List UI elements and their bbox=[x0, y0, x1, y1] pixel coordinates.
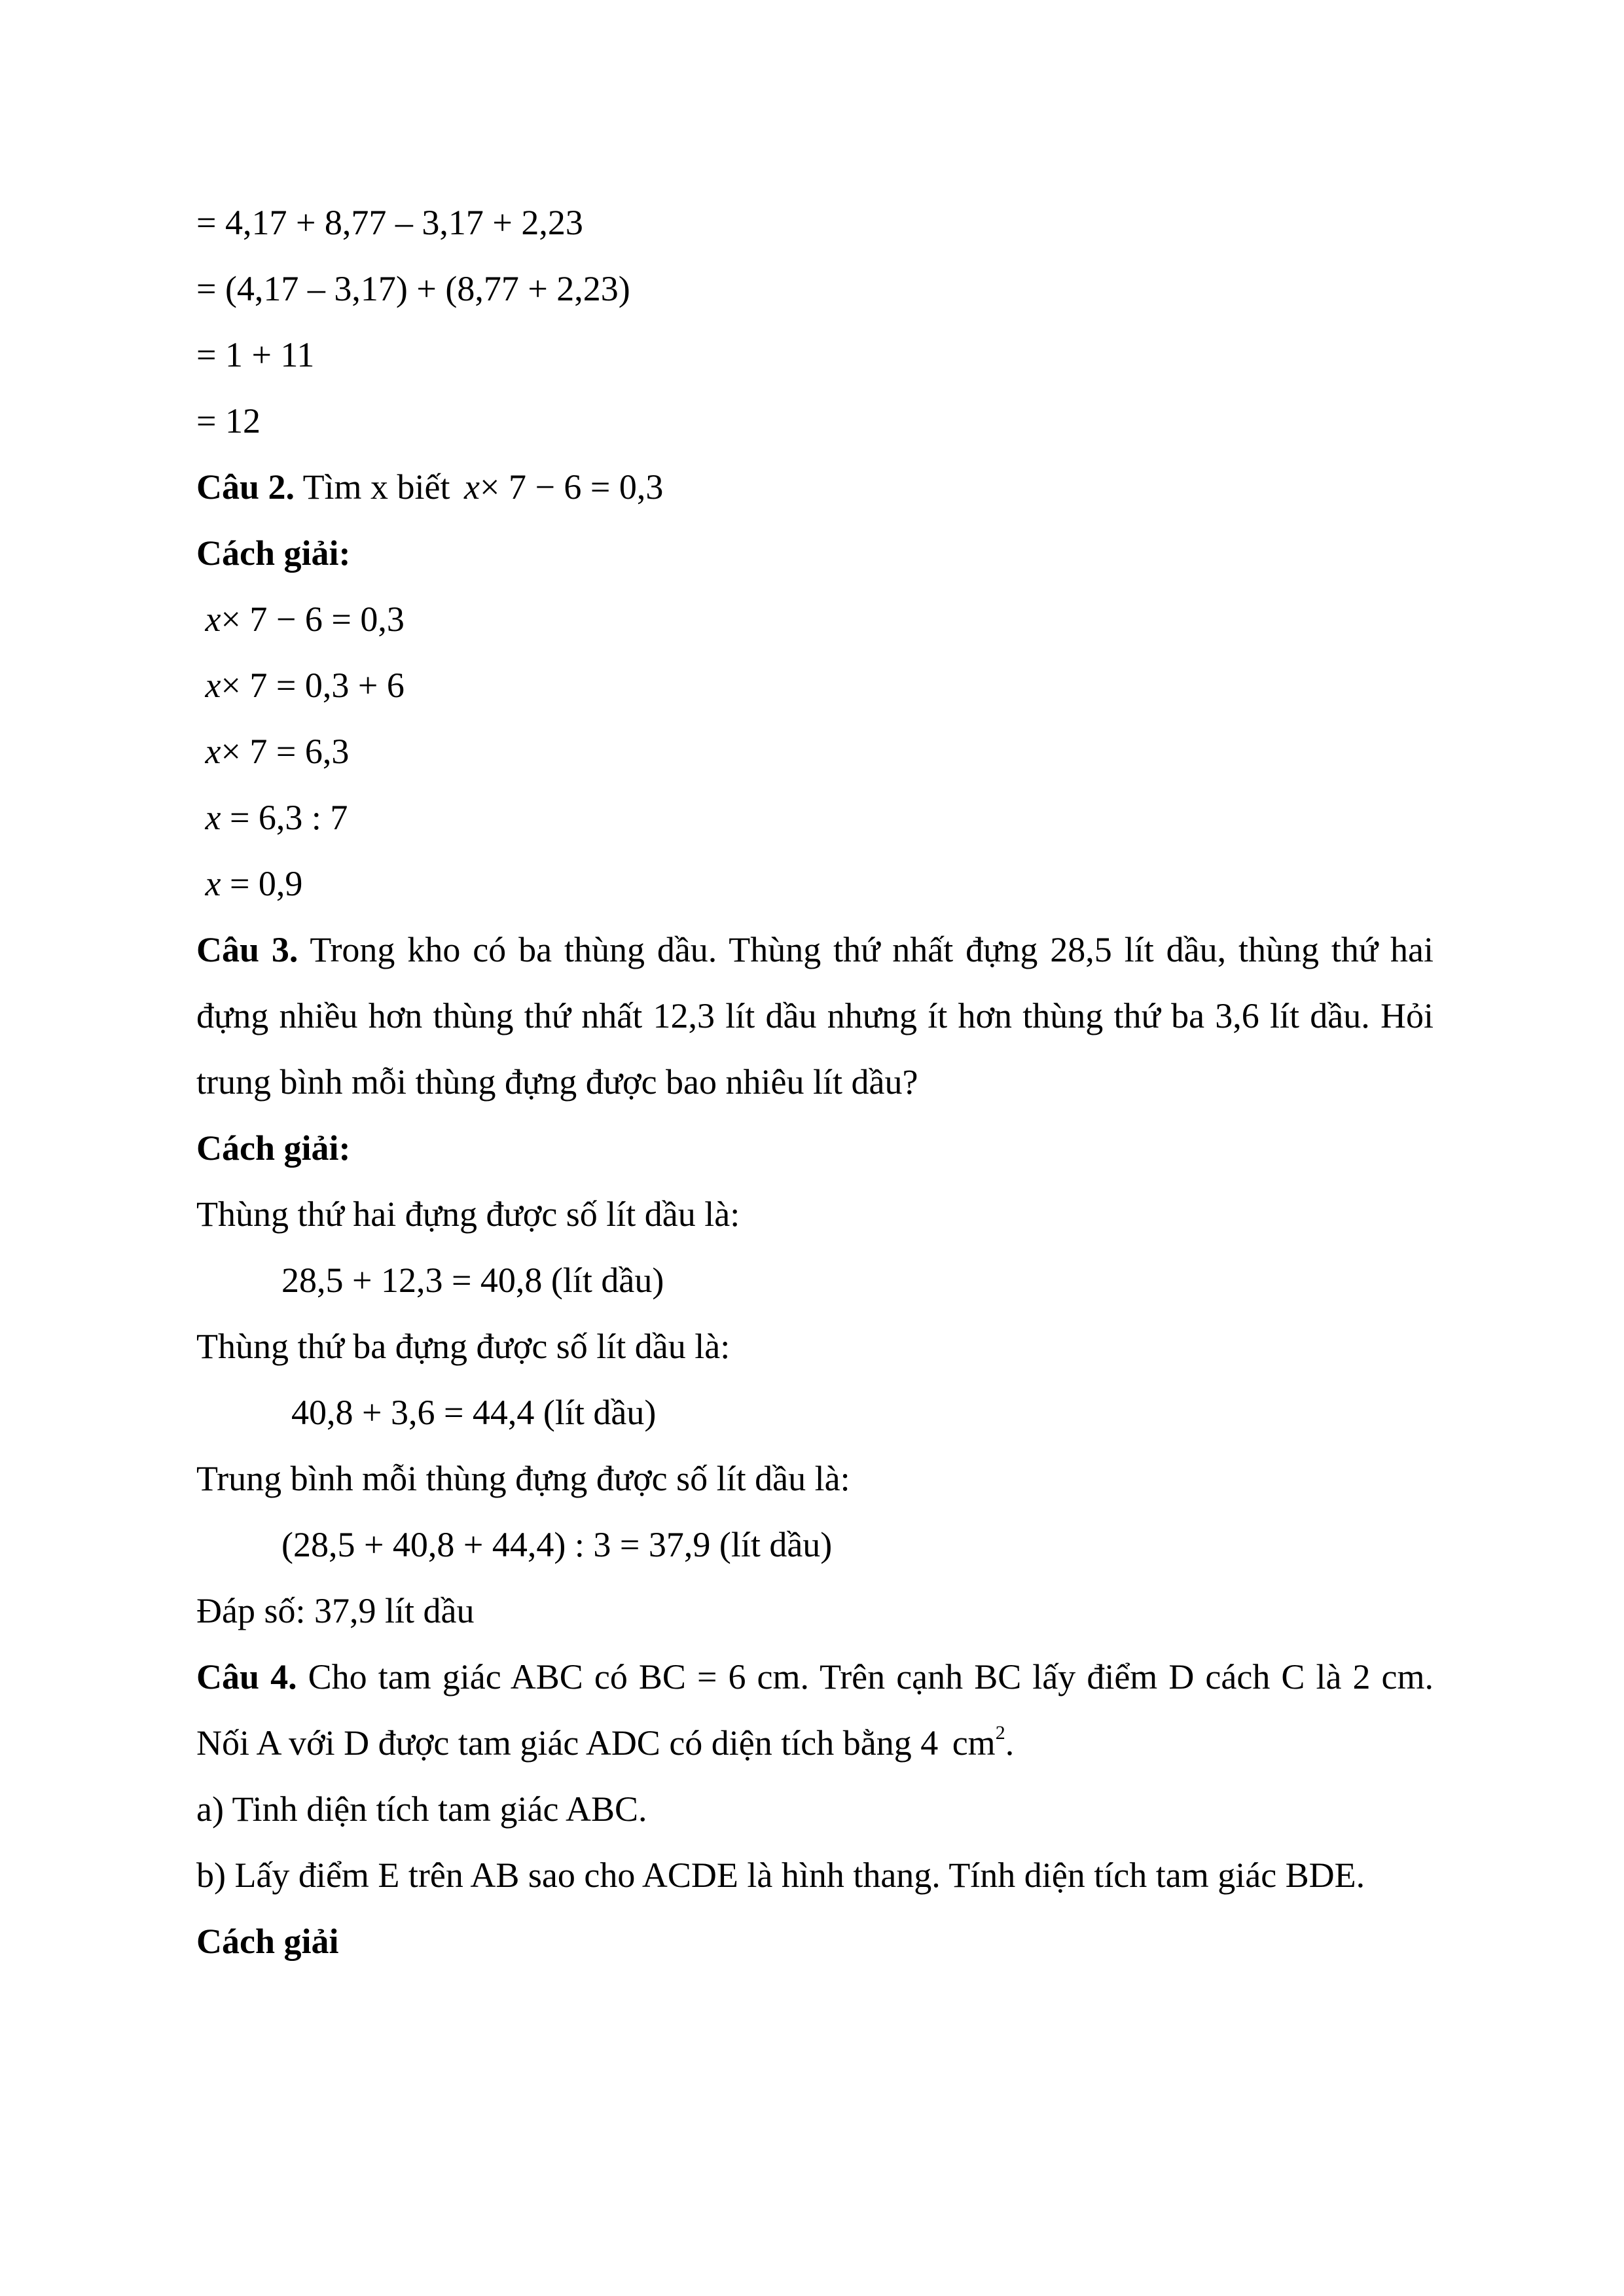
solution-line: Trung bình mỗi thùng đựng được số lít dầu là: bbox=[196, 1459, 850, 1498]
solution-step: x× 7 − 6 = 0,3 bbox=[205, 600, 405, 639]
question-label: Câu 2. bbox=[196, 467, 295, 507]
question-text: Trong kho có ba thùng dầu. Thùng thứ nhất đựng 28,5 lít dầu, thùng thứ hai đựng nhiều hơn thùng thứ nhất 12,3 lít dầu nhưng ít hơn thùng thứ ba 3,6 lít dầu. Hỏi trung bình mỗi thùng đựng được bao nhiêu lít dầu? bbox=[196, 930, 1434, 1102]
solution-line: Thùng thứ hai đựng được số lít dầu là: bbox=[196, 1194, 740, 1234]
calc-line: = (4,17 – 3,17) + (8,77 + 2,23) bbox=[196, 269, 630, 308]
question-3 bbox=[196, 917, 1434, 1115]
question-label: Câu 4. bbox=[196, 1657, 297, 1696]
calc-line: = 12 bbox=[196, 401, 261, 440]
question-text: Cho tam giác ABC có BC = 6 cm. Trên cạnh BC lấy điểm D cách C là 2 cm. Nối A với D được tam giác ADC có diện tích bằng 4 bbox=[196, 1657, 1434, 1763]
part-b: b) Lấy điểm E trên AB sao cho ACDE là hình thang. Tính diện tích tam giác BDE. bbox=[196, 1856, 1365, 1895]
solution-label: Cách giải bbox=[196, 1922, 339, 1961]
solution-line: 40,8 + 3,6 = 44,4 (lít dầu) bbox=[291, 1393, 657, 1432]
solution-step: x× 7 = 0,3 + 6 bbox=[205, 666, 405, 705]
unit: $cm^2$ bbox=[952, 1722, 1005, 1763]
solution-step: x = 0,9 bbox=[205, 864, 303, 903]
question-label: Câu 3. bbox=[196, 930, 298, 969]
equation: x× 7 − 6 = 0,3 bbox=[464, 467, 664, 507]
question-4: Câu 4. Cho tam giác ABC có BC = 6 cm. Trên cạnh BC lấy điểm D cách C là 2 cm. Nối A với D được tam giác ADC có diện tích bằng 4 $cm^2$. bbox=[196, 1657, 1434, 1763]
part-a: a) Tinh diện tích tam giác ABC. bbox=[196, 1789, 647, 1829]
solution-step: x× 7 = 6,3 bbox=[205, 732, 350, 771]
calc-line: = 1 + 11 bbox=[196, 335, 315, 374]
question-2 bbox=[196, 454, 1434, 520]
solution-label: Cách giải: bbox=[196, 1128, 351, 1168]
document-page bbox=[196, 190, 1434, 1975]
question-text: Tìm x biết bbox=[302, 467, 450, 507]
solution-step: x = 6,3 : 7 bbox=[205, 798, 348, 837]
solution-line: (28,5 + 40,8 + 44,4) : 3 = 37,9 (lít dầu) bbox=[281, 1525, 833, 1564]
answer-line: Đáp số: 37,9 lít dầu bbox=[196, 1591, 475, 1630]
solution-line: 28,5 + 12,3 = 40,8 (lít dầu) bbox=[281, 1261, 664, 1300]
solution-line: Thùng thứ ba đựng được số lít dầu là: bbox=[196, 1327, 731, 1366]
calc-line: = 4,17 + 8,77 – 3,17 + 2,23 bbox=[196, 203, 583, 242]
solution-label: Cách giải: bbox=[196, 533, 351, 573]
